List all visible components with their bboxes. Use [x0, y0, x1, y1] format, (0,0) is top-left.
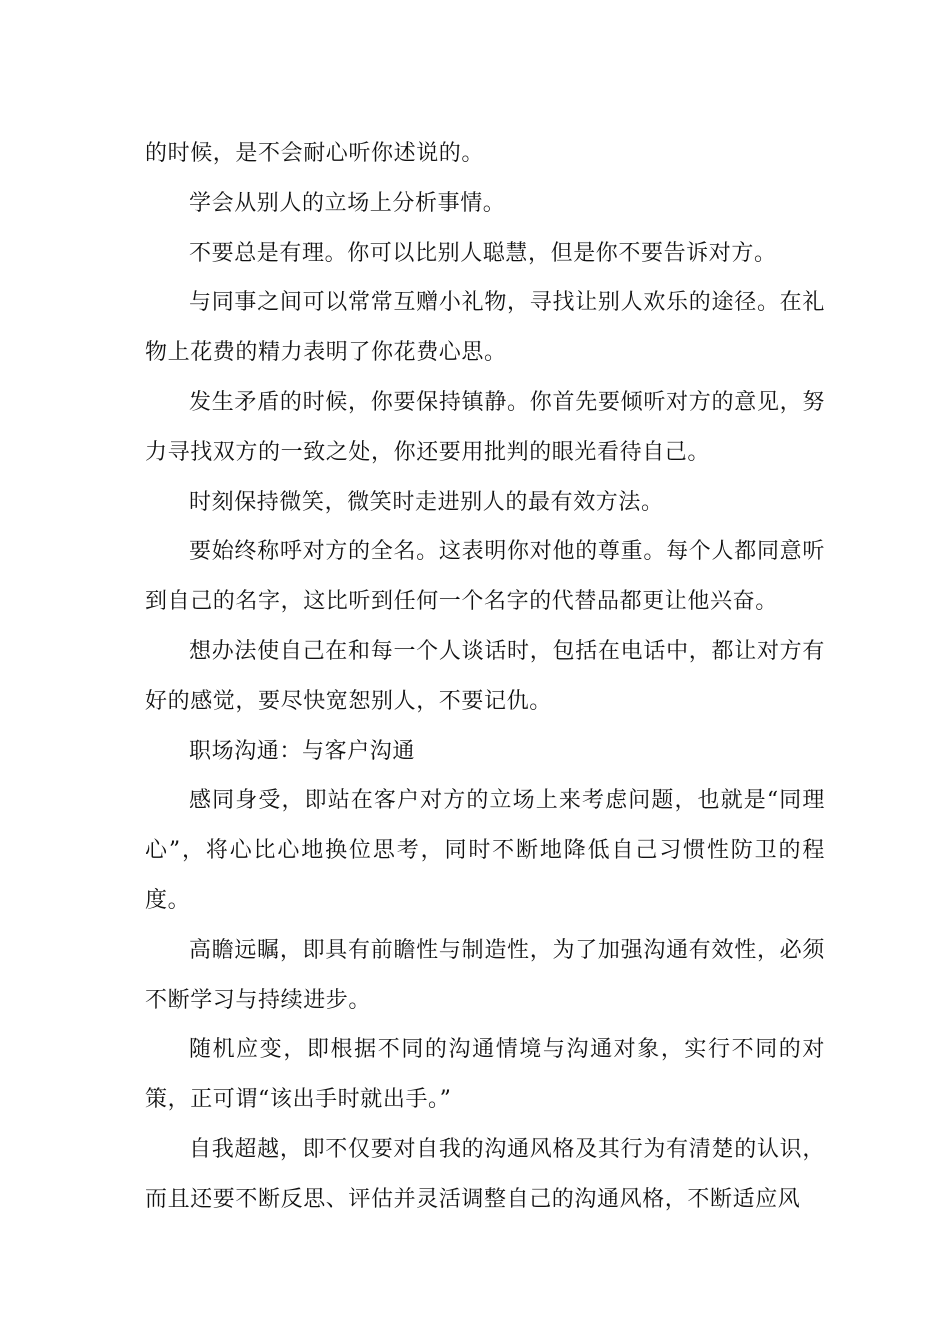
paragraph: 与同事之间可以常常互赠小礼物，寻找让别人欢乐的途径。在礼物上花费的精力表明了你花费心思。 — [145, 290, 825, 366]
section-heading: 职场沟通：与客户沟通 — [189, 738, 416, 764]
paragraph: 自我超越，即不仅要对自我的沟通风格及其行为有清楚的认识，而且还要不断反思、评估并灵活调整自己的沟通风格，不断适应风 — [145, 1136, 825, 1212]
paragraph: 高瞻远瞩，即具有前瞻性与制造性，为了加强沟通有效性，必须不断学习与持续进步。 — [145, 937, 825, 1013]
paragraph: 想办法使自己在和每一个人谈话时，包括在电话中，都让对方有好的感觉，要尽快宽恕别人，不要记仇。 — [145, 638, 825, 714]
paragraph: 的时候，是不会耐心听你述说的。 — [145, 141, 485, 166]
paragraph: 发生矛盾的时候，你要保持镇静。你首先要倾听对方的意见，努力寻找双方的一致之处，你还要用批判的眼光看待自己。 — [145, 389, 825, 465]
paragraph: 学会从别人的立场上分析事情。 — [189, 190, 506, 216]
paragraph: 时刻保持微笑，微笑时走进别人的最有效方法。 — [189, 489, 664, 515]
paragraph: 随机应变，即根据不同的沟通情境与沟通对象，实行不同的对策，正可谓“该出手时就出手。” — [145, 1037, 825, 1113]
paragraph: 不要总是有理。你可以比别人聪慧，但是你不要告诉对方。 — [189, 240, 777, 266]
paragraph: 要始终称呼对方的全名。这表明你对他的尊重。每个人都同意听到自己的名字，这比听到任何一个名字的代替品都更让他兴奋。 — [145, 539, 825, 615]
body-text — [145, 129, 825, 1225]
paragraph: 感同身受，即站在客户对方的立场上来考虑问题，也就是“同理心”，将心比心地换位思考，同时不断地降低自己习惯性防卫的程度。 — [145, 788, 825, 913]
